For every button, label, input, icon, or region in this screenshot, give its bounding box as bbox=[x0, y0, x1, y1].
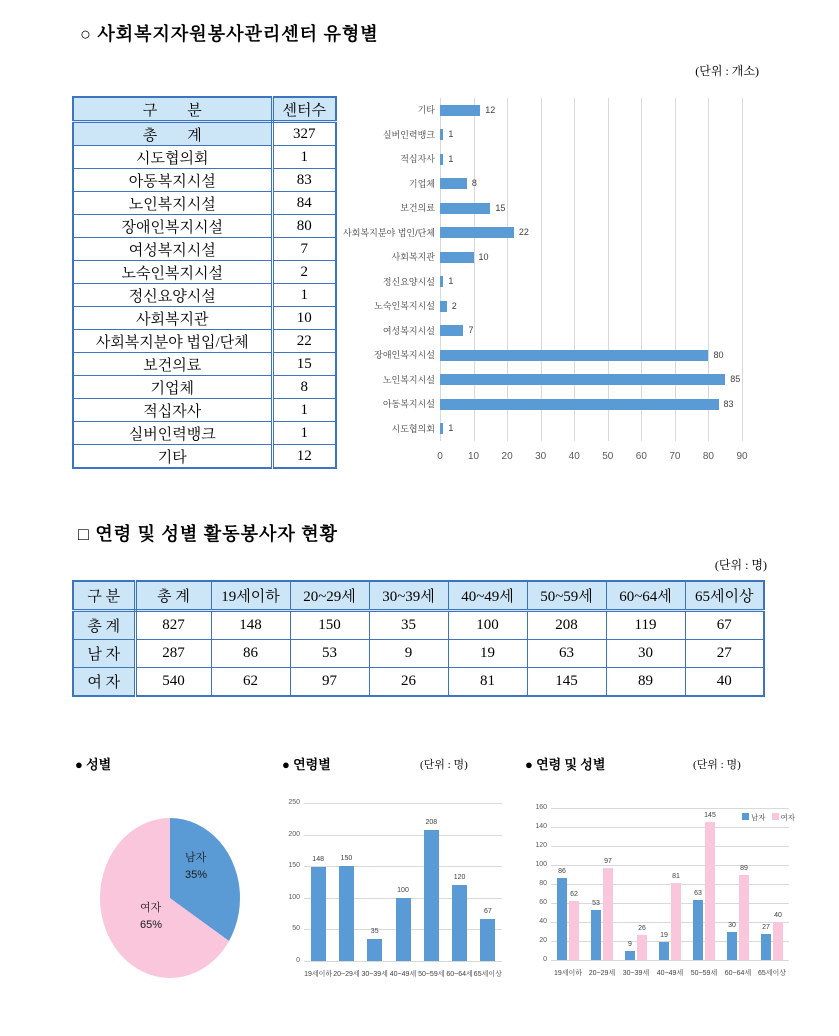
row-label: 장애인복지시설 bbox=[73, 215, 272, 238]
age-chart-title: ● 연령별 bbox=[282, 757, 331, 772]
x-tick-label: 30 bbox=[535, 451, 547, 462]
row-value: 150 bbox=[290, 611, 369, 640]
center-type-bar-chart bbox=[343, 98, 758, 470]
bar-value-label: 62 bbox=[570, 891, 578, 899]
row-label: 총 계 bbox=[73, 122, 272, 146]
bar bbox=[603, 868, 613, 960]
bar bbox=[396, 898, 411, 961]
row-value: 26 bbox=[369, 668, 448, 697]
category-label: 20~29세 bbox=[333, 971, 360, 978]
row-value: 35 bbox=[369, 611, 448, 640]
bar-value-label: 120 bbox=[453, 874, 466, 882]
table2-header-cell: 19세이하 bbox=[211, 581, 290, 611]
bar bbox=[452, 885, 467, 961]
y-tick-label: 120 bbox=[535, 842, 547, 849]
table-row bbox=[73, 445, 336, 469]
category-label: 정신요양시설 bbox=[382, 276, 435, 287]
gridline bbox=[608, 98, 609, 441]
row-label: 보건의료 bbox=[73, 353, 272, 376]
category-label: 장애인복지시설 bbox=[374, 350, 435, 361]
bar-value-label: 97 bbox=[604, 857, 612, 865]
bar-value-label: 67 bbox=[483, 907, 492, 915]
table-row bbox=[73, 261, 336, 284]
row-value: 540 bbox=[135, 668, 211, 697]
table-row bbox=[73, 215, 336, 238]
bar bbox=[440, 178, 467, 189]
bar bbox=[659, 942, 669, 960]
bar-value-label: 150 bbox=[340, 855, 353, 863]
center-type-table bbox=[72, 96, 337, 469]
table-row bbox=[73, 330, 336, 353]
bar-value-label: 35 bbox=[370, 927, 379, 935]
pie-label-male bbox=[185, 850, 207, 884]
category-label: 19세이하 bbox=[304, 971, 333, 978]
bar bbox=[671, 883, 681, 960]
row-value: 148 bbox=[211, 611, 290, 640]
x-tick-label: 20 bbox=[501, 451, 513, 462]
category-label: 사회복지분야 법인/단체 bbox=[343, 227, 435, 238]
bar-value-label: 85 bbox=[730, 374, 741, 385]
bar bbox=[773, 922, 783, 960]
row-value: 84 bbox=[272, 192, 336, 215]
bar-value-label: 12 bbox=[485, 104, 496, 115]
bar bbox=[440, 252, 474, 263]
row-value: 86 bbox=[211, 640, 290, 668]
row-value: 12 bbox=[272, 445, 336, 469]
row-value: 97 bbox=[290, 668, 369, 697]
row-value: 827 bbox=[135, 611, 211, 640]
y-tick-label: 100 bbox=[288, 893, 300, 901]
row-value: 1 bbox=[272, 399, 336, 422]
age-gender-grouped-bar-chart bbox=[525, 800, 797, 1010]
row-label: 사회복지분야 법입/단체 bbox=[73, 330, 272, 353]
y-tick-label: 0 bbox=[543, 956, 547, 963]
bar-value-label: 2 bbox=[451, 300, 457, 311]
row-label: 아동복지시설 bbox=[73, 169, 272, 192]
row-label: 총 계 bbox=[73, 611, 135, 640]
table-row bbox=[73, 611, 764, 640]
row-value: 80 bbox=[272, 215, 336, 238]
gridline bbox=[304, 866, 502, 867]
x-tick-label: 90 bbox=[736, 451, 748, 462]
category-label: 노숙인복지시설 bbox=[374, 301, 435, 312]
table-row bbox=[73, 422, 336, 445]
bar bbox=[727, 932, 737, 961]
gridline bbox=[507, 98, 508, 441]
row-value: 327 bbox=[272, 122, 336, 146]
gridline bbox=[574, 98, 575, 441]
category-label: 30~39세 bbox=[361, 971, 388, 978]
y-tick-label: 40 bbox=[539, 918, 547, 925]
row-value: 62 bbox=[211, 668, 290, 697]
category-label: 노인복지시설 bbox=[382, 374, 435, 385]
row-label: 남 자 bbox=[73, 640, 135, 668]
category-label: 40~49세 bbox=[389, 971, 417, 978]
age-gender-chart-title: ● 연령 및 성별 bbox=[525, 757, 606, 772]
gridline bbox=[551, 922, 789, 923]
category-label: 사회복지관 bbox=[391, 252, 435, 263]
y-tick-label: 160 bbox=[535, 804, 547, 811]
x-tick-label: 50 bbox=[602, 451, 614, 462]
legend-label: 남자 bbox=[751, 813, 766, 822]
row-label: 실버인력뱅크 bbox=[73, 422, 272, 445]
bar-value-label: 208 bbox=[425, 818, 438, 826]
bar-value-label: 63 bbox=[694, 890, 702, 898]
row-value: 208 bbox=[527, 611, 606, 640]
bar bbox=[440, 374, 725, 385]
y-tick-label: 60 bbox=[539, 899, 547, 906]
row-value: 100 bbox=[448, 611, 527, 640]
bar-value-label: 40 bbox=[774, 912, 782, 919]
category-label: 적십자사 bbox=[400, 154, 435, 165]
gridline bbox=[471, 98, 477, 441]
category-label: 19세이하 bbox=[553, 970, 583, 977]
category-label: 60~64세 bbox=[724, 970, 752, 977]
bar-value-label: 15 bbox=[495, 202, 506, 213]
row-value: 119 bbox=[606, 611, 685, 640]
gridline bbox=[641, 98, 642, 441]
row-value: 1 bbox=[272, 422, 336, 445]
y-tick-label: 250 bbox=[288, 799, 300, 806]
y-tick-label: 80 bbox=[539, 880, 547, 887]
table-row bbox=[73, 192, 336, 215]
table-row bbox=[73, 353, 336, 376]
legend-item-female bbox=[772, 813, 796, 822]
row-label: 노인복지시설 bbox=[73, 192, 272, 215]
bar-value-label: 145 bbox=[704, 812, 716, 820]
row-value: 7 bbox=[272, 238, 336, 261]
category-label: 기타 bbox=[417, 105, 435, 116]
category-label: 50~59세 bbox=[690, 970, 718, 977]
age-chart-unit: (단위 : 명) bbox=[420, 759, 468, 771]
bar bbox=[440, 203, 490, 214]
y-tick-label: 200 bbox=[288, 830, 300, 838]
bar-value-label: 10 bbox=[478, 251, 489, 262]
row-label: 기타 bbox=[73, 445, 272, 469]
row-value: 145 bbox=[527, 668, 606, 697]
row-value: 10 bbox=[272, 307, 336, 330]
row-value: 63 bbox=[527, 640, 606, 668]
row-value: 83 bbox=[272, 169, 336, 192]
table-row bbox=[73, 307, 336, 330]
category-label: 50~59세 bbox=[418, 971, 445, 978]
bar-value-label: 9 bbox=[628, 941, 632, 949]
bar bbox=[761, 934, 771, 960]
x-tick-label: 60 bbox=[635, 451, 647, 462]
x-tick-label: 40 bbox=[568, 451, 580, 462]
table2-header-row bbox=[73, 581, 764, 611]
row-value: 1 bbox=[272, 146, 336, 169]
row-value: 89 bbox=[606, 668, 685, 697]
category-label: 실버인력뱅크 bbox=[382, 129, 435, 140]
category-label: 여성복지시설 bbox=[382, 325, 435, 336]
table-row bbox=[73, 376, 336, 399]
row-value: 2 bbox=[272, 261, 336, 284]
bar-value-label: 53 bbox=[592, 899, 600, 907]
category-label: 아동복지시설 bbox=[382, 399, 435, 410]
legend-swatch bbox=[742, 813, 749, 820]
row-label: 사회복지관 bbox=[73, 307, 272, 330]
bar-value-label: 26 bbox=[638, 925, 646, 933]
pie-label-male-pct: 35% bbox=[185, 869, 208, 882]
row-label: 여성복지시설 bbox=[73, 238, 272, 261]
bar bbox=[440, 399, 719, 410]
pie-label-female-pct: 65% bbox=[140, 919, 163, 932]
gridline bbox=[304, 961, 502, 962]
bar-value-label: 22 bbox=[518, 227, 529, 238]
bar bbox=[705, 822, 715, 960]
row-value: 8 bbox=[272, 376, 336, 399]
table-row bbox=[73, 668, 764, 697]
pie-label-female bbox=[140, 900, 162, 934]
category-label: 기업체 bbox=[408, 178, 435, 189]
table2-header-cell: 30~39세 bbox=[369, 581, 448, 611]
bar bbox=[339, 866, 354, 961]
bar bbox=[367, 939, 382, 961]
bar-value-label: 100 bbox=[397, 886, 409, 894]
table-row bbox=[73, 169, 336, 192]
bar bbox=[440, 105, 480, 116]
bar bbox=[424, 830, 439, 961]
row-label: 적십자사 bbox=[73, 399, 272, 422]
bar bbox=[480, 919, 495, 961]
table-row bbox=[73, 122, 336, 146]
row-label: 시도협의회 bbox=[73, 146, 272, 169]
x-tick-label: 10 bbox=[467, 451, 480, 462]
y-tick-label: 140 bbox=[535, 823, 547, 830]
bar bbox=[625, 951, 635, 960]
category-label: 20~29세 bbox=[588, 970, 616, 977]
x-tick-label: 80 bbox=[702, 451, 714, 462]
row-value: 287 bbox=[135, 640, 211, 668]
legend bbox=[736, 812, 795, 823]
pie-chart-title: ● 성별 bbox=[75, 757, 112, 772]
gridline bbox=[551, 827, 789, 828]
bar bbox=[739, 875, 749, 960]
row-label: 노숙인복지시설 bbox=[73, 261, 272, 284]
bar bbox=[591, 910, 601, 960]
legend-label: 여자 bbox=[780, 813, 795, 822]
category-label: 30~39세 bbox=[622, 970, 650, 977]
gridline bbox=[541, 98, 542, 441]
bar bbox=[440, 154, 443, 165]
bar-value-label: 1 bbox=[448, 153, 454, 164]
pie-label-female-name: 여자 bbox=[140, 902, 162, 914]
bar-value-label: 27 bbox=[762, 924, 770, 932]
row-value: 67 bbox=[685, 611, 764, 640]
bar bbox=[440, 423, 443, 434]
row-label: 기업체 bbox=[73, 376, 272, 399]
age-bar-chart bbox=[282, 797, 508, 1007]
table2-header-cell: 구 분 bbox=[73, 581, 135, 611]
age-gender-chart-unit: (단위 : 명) bbox=[693, 759, 741, 771]
gridline bbox=[551, 808, 789, 809]
gridline bbox=[708, 98, 709, 441]
row-value: 30 bbox=[606, 640, 685, 668]
bar bbox=[440, 325, 463, 336]
y-tick-label: 20 bbox=[539, 937, 547, 944]
bar bbox=[440, 350, 708, 361]
row-value: 53 bbox=[290, 640, 369, 668]
bar-value-label: 1 bbox=[448, 423, 454, 434]
bar bbox=[440, 227, 514, 238]
gridline bbox=[304, 803, 502, 804]
category-label: 시도협의회 bbox=[391, 423, 435, 434]
category-label: 65세이상 bbox=[473, 971, 502, 978]
gridline bbox=[551, 960, 789, 961]
bar bbox=[693, 900, 703, 960]
gridline bbox=[742, 98, 743, 441]
gridline bbox=[551, 941, 789, 942]
gender-pie-chart bbox=[85, 800, 275, 1015]
row-label: 여 자 bbox=[73, 668, 135, 697]
gridline bbox=[551, 846, 789, 847]
bar-value-label: 81 bbox=[672, 873, 680, 881]
row-value: 22 bbox=[272, 330, 336, 353]
bar-value-label: 1 bbox=[448, 276, 454, 287]
bar-value-label: 1 bbox=[448, 129, 454, 140]
row-value: 40 bbox=[685, 668, 764, 697]
section1-title: ○ 사회복지자원봉사관리센터 유형별 bbox=[80, 24, 379, 44]
table-row bbox=[73, 640, 764, 668]
section2-unit-label: (단위 : 명) bbox=[714, 558, 767, 572]
row-value: 1 bbox=[272, 284, 336, 307]
table-row bbox=[73, 284, 336, 307]
table-row bbox=[73, 146, 336, 169]
bar-value-label: 148 bbox=[312, 856, 324, 864]
row-value: 9 bbox=[369, 640, 448, 668]
table1-header-gubun: 구 분 bbox=[73, 97, 272, 122]
table2-header-cell: 총 계 bbox=[135, 581, 211, 611]
bar bbox=[440, 129, 443, 140]
bar-value-label: 30 bbox=[728, 921, 736, 929]
y-tick-label: 0 bbox=[296, 957, 300, 964]
y-tick-label: 150 bbox=[288, 862, 300, 870]
table2-header-cell: 20~29세 bbox=[290, 581, 369, 611]
gridline bbox=[675, 98, 676, 441]
y-tick-label: 50 bbox=[292, 925, 300, 933]
bar-value-label: 8 bbox=[471, 178, 477, 189]
table1-header-count: 센터수 bbox=[272, 97, 336, 122]
pie-graphic bbox=[100, 818, 240, 978]
bar bbox=[440, 276, 443, 287]
bar-value-label: 86 bbox=[558, 868, 566, 876]
gridline bbox=[440, 98, 441, 441]
bar-value-label: 19 bbox=[660, 931, 668, 939]
age-gender-table bbox=[72, 580, 765, 697]
x-tick-label: 0 bbox=[437, 451, 443, 462]
pie-label-male-name: 남자 bbox=[185, 852, 207, 864]
table2-header-cell: 60~64세 bbox=[606, 581, 685, 611]
bar-value-label: 80 bbox=[713, 349, 724, 360]
row-value: 81 bbox=[448, 668, 527, 697]
row-value: 15 bbox=[272, 353, 336, 376]
category-label: 65세이상 bbox=[757, 970, 787, 977]
category-label: 60~64세 bbox=[446, 971, 473, 978]
row-value: 19 bbox=[448, 640, 527, 668]
section1-unit-label: (단위 : 개소) bbox=[695, 64, 759, 78]
row-label: 정신요양시설 bbox=[73, 284, 272, 307]
table-row bbox=[73, 238, 336, 261]
table2-header-cell: 40~49세 bbox=[448, 581, 527, 611]
bar bbox=[569, 901, 579, 960]
gridline bbox=[551, 884, 789, 885]
gridline bbox=[304, 835, 502, 836]
x-tick-label: 70 bbox=[669, 451, 681, 462]
legend-swatch bbox=[772, 813, 779, 820]
bar-value-label: 89 bbox=[740, 865, 748, 873]
category-label: 40~49세 bbox=[656, 970, 684, 977]
legend-item-male bbox=[742, 813, 766, 822]
bar bbox=[637, 935, 647, 960]
section2-title: □ 연령 및 성별 활동봉사자 현황 bbox=[78, 524, 339, 544]
table2-header-cell: 50~59세 bbox=[527, 581, 606, 611]
bar bbox=[440, 301, 447, 312]
table-row bbox=[73, 399, 336, 422]
bar-value-label: 83 bbox=[723, 398, 734, 409]
table2-header-cell: 65세이상 bbox=[685, 581, 764, 611]
row-value: 27 bbox=[685, 640, 764, 668]
bar bbox=[311, 867, 326, 961]
bar-value-label: 7 bbox=[468, 325, 474, 336]
category-label: 보건의료 bbox=[400, 203, 435, 214]
y-tick-label: 100 bbox=[535, 861, 547, 868]
table1-header-row bbox=[73, 97, 336, 122]
